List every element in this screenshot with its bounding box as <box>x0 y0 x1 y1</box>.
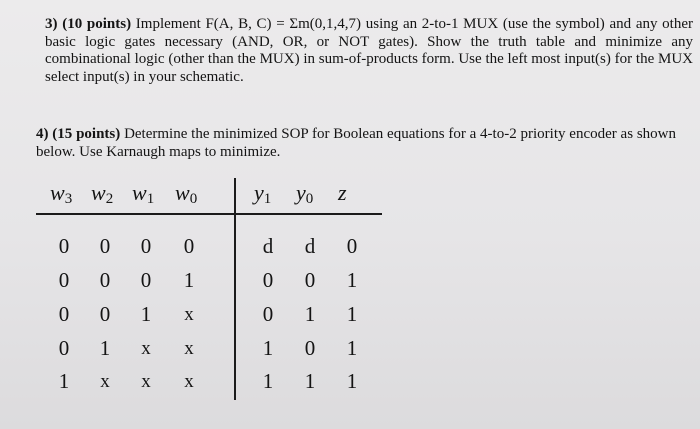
table-cell: 1 <box>99 336 111 360</box>
table-cell: 1 <box>346 268 358 292</box>
table-cell: 0 <box>140 268 152 292</box>
table-cell: 1 <box>262 369 274 393</box>
problem-3-text: Implement F(A, B, C) = Σm(0,1,4,7) using an 2-to-1 MUX (use the symbol) and any other basic logic gates necessary (AND, OR, or NOT gates). Show the truth table and minimize any combinational logic (other than the MUX) in sum-of-products form. Use the left most input(s) for the MUX select input(s) in your schematic. <box>45 16 693 85</box>
priority-encoder-truth-table <box>36 178 396 408</box>
problem-3 <box>45 16 693 86</box>
problem-4 <box>36 126 676 161</box>
table-cell: 0 <box>346 234 358 258</box>
table-cell: x <box>184 371 194 392</box>
table-cell: 1 <box>304 302 316 326</box>
table-cell: 1 <box>346 336 358 360</box>
table-cell: 0 <box>304 268 316 292</box>
column-header-y0: $y_0$ <box>296 180 314 207</box>
column-header-w0: $w_0$ <box>175 180 198 207</box>
table-cell: 1 <box>262 336 274 360</box>
table-cell: 0 <box>183 234 195 258</box>
column-header-w2: $w_2$ <box>91 180 114 207</box>
table-cell: 1 <box>58 369 70 393</box>
table-cell: 0 <box>58 336 70 360</box>
table-cell: 0 <box>58 234 70 258</box>
table-cell: 1 <box>346 369 358 393</box>
table-cell: d <box>262 234 274 258</box>
table-cell: 0 <box>262 268 274 292</box>
table-cell: x <box>100 371 110 392</box>
table-cell: 0 <box>99 302 111 326</box>
problem-4-label: 4) (15 points) <box>36 126 121 142</box>
table-cell: x <box>184 304 194 325</box>
problem-4-text: Determine the minimized SOP for Boolean equations for a 4-to-2 priority encoder as shown below. Use Karnaugh maps to minimize. <box>36 126 677 160</box>
table-cell: 0 <box>262 302 274 326</box>
problem-3-label: 3) (10 points) <box>45 16 132 32</box>
table-cell: 1 <box>346 302 358 326</box>
table-cell: 1 <box>183 268 195 292</box>
table-cell: 0 <box>99 234 111 258</box>
table-cell: 0 <box>58 302 70 326</box>
table-cell: 1 <box>304 369 316 393</box>
table-cell: x <box>141 371 151 392</box>
column-header-w3: $w_3$ <box>50 180 73 207</box>
table-cell: 0 <box>140 234 152 258</box>
table-cell: 1 <box>140 302 152 326</box>
table-vertical-divider <box>234 178 236 400</box>
table-cell: d <box>304 234 316 258</box>
table-cell: 0 <box>304 336 316 360</box>
table-cell: x <box>184 338 194 359</box>
table-cell: 0 <box>58 268 70 292</box>
column-header-z: z <box>338 180 347 205</box>
column-header-y1: $y_1$ <box>254 180 272 207</box>
table-header-divider <box>36 213 382 215</box>
table-cell: 0 <box>99 268 111 292</box>
column-header-w1: $w_1$ <box>132 180 155 207</box>
table-cell: x <box>141 338 151 359</box>
